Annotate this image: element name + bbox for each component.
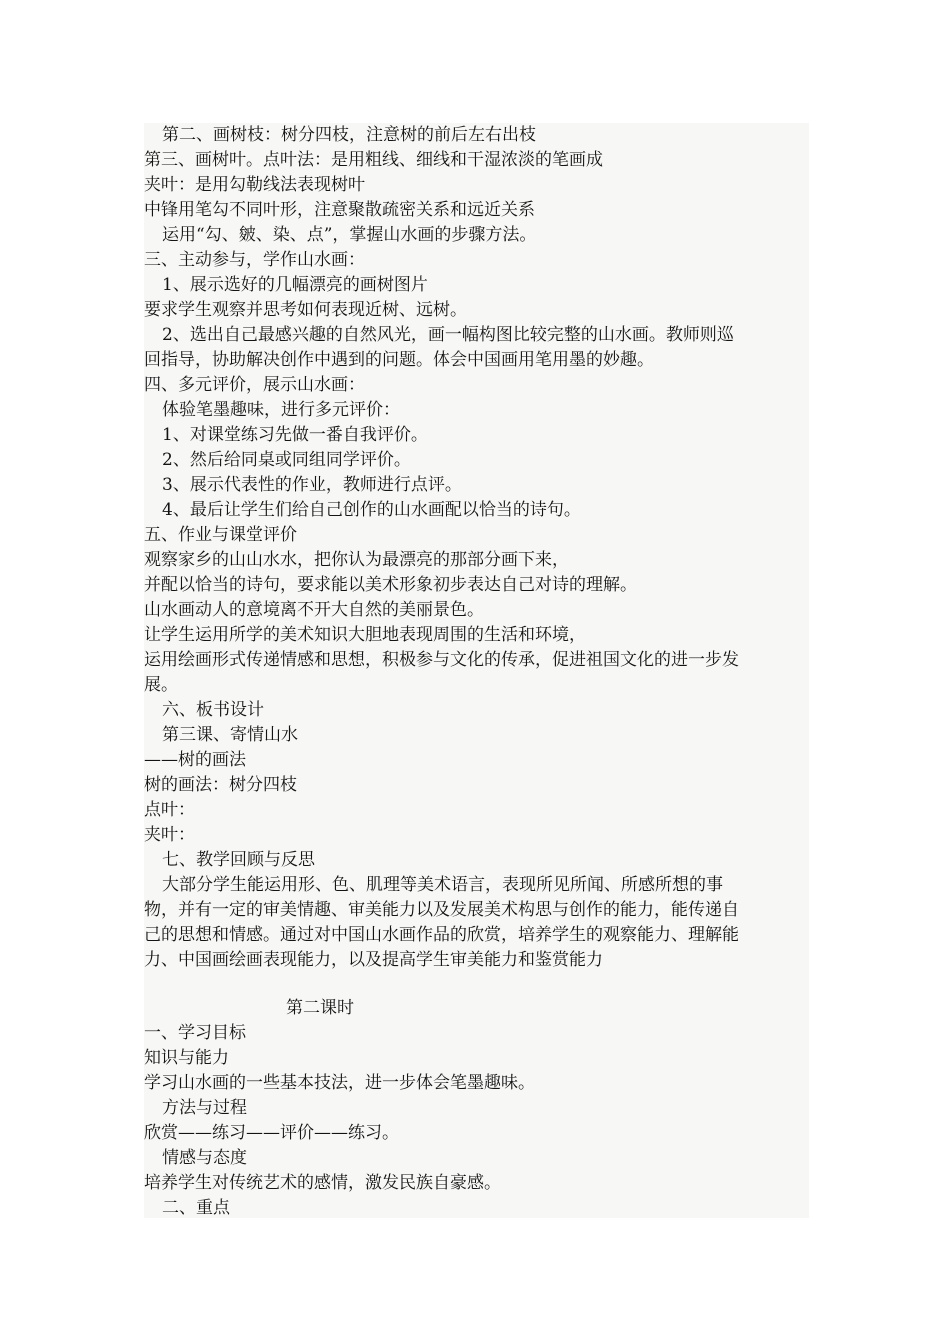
text-line: 要求学生观察并思考如何表现近树、远树。 <box>144 300 467 320</box>
list-item: 3、展示代表性的作业，教师进行点评。 <box>162 475 462 495</box>
list-item: 2、选出自己最感兴趣的自然风光，画一幅构图比较完整的山水画。教师则巡 <box>162 325 734 345</box>
section-heading: 一、学习目标 <box>144 1023 246 1043</box>
section-heading: 三、主动参与，学作山水画： <box>144 250 365 270</box>
text-line: 夹叶： <box>144 825 195 845</box>
text-line: 培养学生对传统艺术的感情，激发民族自豪感。 <box>144 1173 501 1193</box>
text-line: 己的思想和情感。通过对中国山水画作品的欣赏，培养学生的观察能力、理解能 <box>144 925 739 945</box>
section-heading: 四、多元评价，展示山水画： <box>144 375 365 395</box>
text-line: 方法与过程 <box>162 1098 247 1118</box>
lesson-title: 第二课时 <box>286 998 354 1018</box>
text-block <box>144 123 809 1218</box>
text-line: 山水画动人的意境离不开大自然的美丽景色。 <box>144 600 484 620</box>
text-line: 知识与能力 <box>144 1048 229 1068</box>
text-line: 展。 <box>144 675 178 695</box>
text-line: 学习山水画的一些基本技法，进一步体会笔墨趣味。 <box>144 1073 535 1093</box>
list-item: 4、最后让学生们给自己创作的山水画配以恰当的诗句。 <box>162 500 581 520</box>
text-line: 中锋用笔勾不同叶形，注意聚散疏密关系和远近关系 <box>144 200 535 220</box>
text-line: 物，并有一定的审美情趣、审美能力以及发展美术构思与创作的能力，能传递自 <box>144 900 739 920</box>
text-line: 回指导，协助解决创作中遇到的问题。体会中国画用笔用墨的妙趣。 <box>144 350 654 370</box>
text-line: 运用绘画形式传递情感和思想，积极参与文化的传承，促进祖国文化的进一步发 <box>144 650 739 670</box>
text-line: 观察家乡的山山水水，把你认为最漂亮的那部分画下来， <box>144 550 569 570</box>
text-line: 第二、画树枝：树分四枝，注意树的前后左右出枝 <box>162 125 536 145</box>
text-line: 让学生运用所学的美术知识大胆地表现周围的生活和环境， <box>144 625 586 645</box>
section-heading: 二、重点 <box>162 1198 230 1218</box>
section-heading: 七、教学回顾与反思 <box>162 850 315 870</box>
text-line: 第三、画树叶。点叶法：是用粗线、细线和干湿浓淡的笔画成 <box>144 150 603 170</box>
section-heading: 六、板书设计 <box>162 700 264 720</box>
text-line: 体验笔墨趣味，进行多元评价： <box>162 400 400 420</box>
text-line: 大部分学生能运用形、色、肌理等美术语言，表现所见所闻、所感所想的事 <box>162 875 723 895</box>
text-line: 第三课、寄情山水 <box>162 725 298 745</box>
list-item: 1、展示选好的几幅漂亮的画树图片 <box>162 275 428 295</box>
text-line: 树的画法：树分四枝 <box>144 775 297 795</box>
text-line: ——树的画法 <box>144 750 246 770</box>
text-line: 运用“勾、皴、染、点”，掌握山水画的步骤方法。 <box>162 225 537 245</box>
section-heading: 五、作业与课堂评价 <box>144 525 297 545</box>
list-item: 1、对课堂练习先做一番自我评价。 <box>162 425 428 445</box>
text-line: 欣赏——练习——评价——练习。 <box>144 1123 399 1143</box>
list-item: 2、然后给同桌或同组同学评价。 <box>162 450 411 470</box>
text-line: 点叶： <box>144 800 195 820</box>
text-line: 力、中国画绘画表现能力，以及提高学生审美能力和鉴赏能力 <box>144 950 603 970</box>
text-line: 夹叶：是用勾勒线法表现树叶 <box>144 175 365 195</box>
text-line: 并配以恰当的诗句，要求能以美术形象初步表达自己对诗的理解。 <box>144 575 637 595</box>
text-line: 情感与态度 <box>162 1148 247 1168</box>
